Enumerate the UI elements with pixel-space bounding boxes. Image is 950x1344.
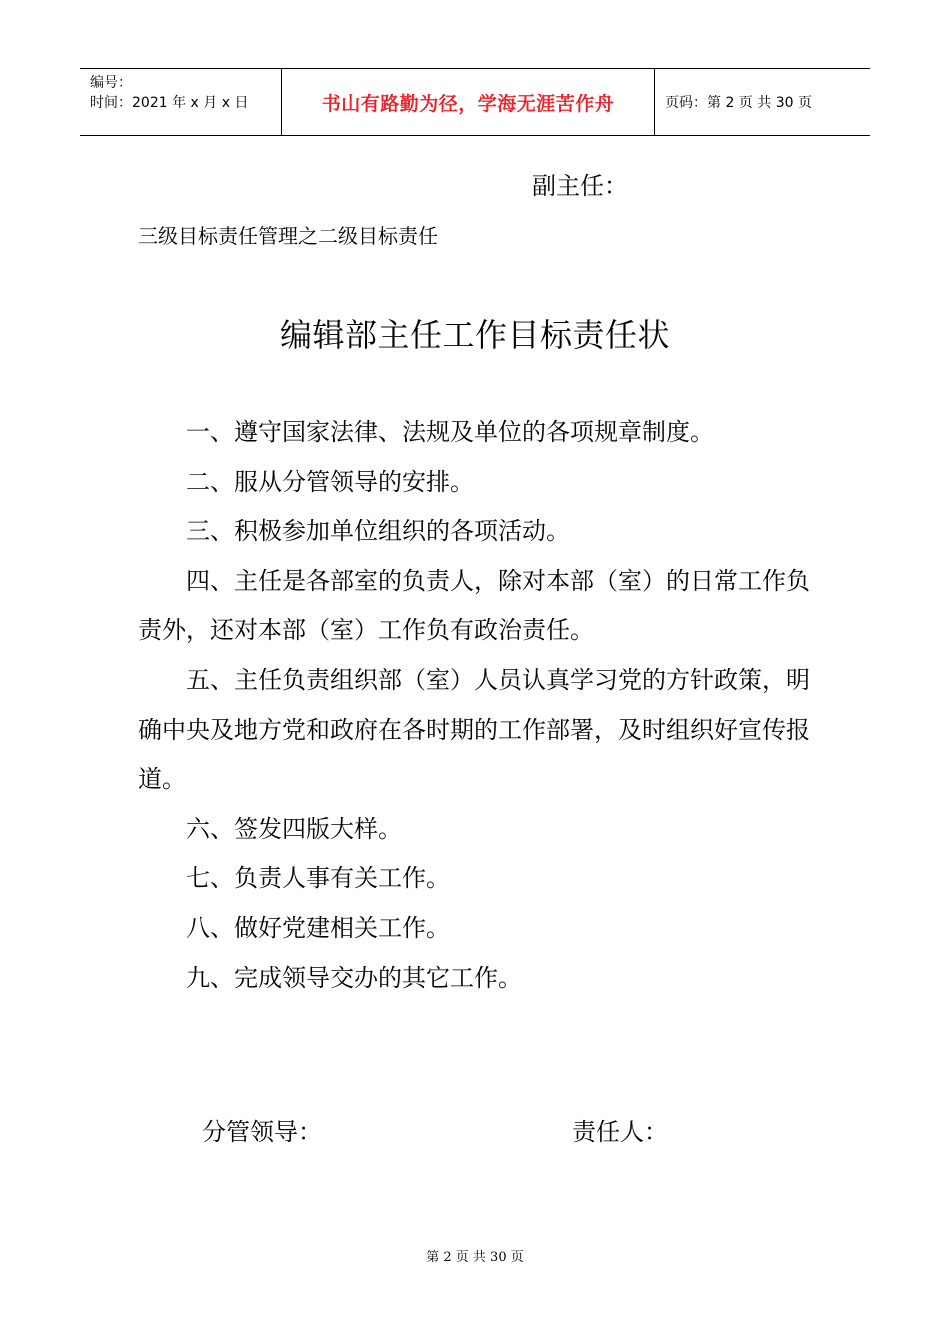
deputy-director-signature-label: 副主任： — [532, 172, 628, 200]
responsibility-list — [138, 408, 828, 1003]
document-subtitle: 三级目标责任管理之二级目标责任 — [138, 224, 438, 248]
document-title: 编辑部主任工作目标责任状 — [279, 316, 670, 354]
list-item: 四、主任是各部室的负责人，除对本部（室）的日常工作负责外，还对本部（室）工作负有政治责任。 — [138, 566, 810, 645]
document-header — [80, 68, 870, 136]
list-item: 九、完成领导交办的其它工作。 — [186, 963, 522, 992]
list-item: 一、遵守国家法律、法规及单位的各项规章制度。 — [186, 418, 714, 446]
document-date-label: 时间：2021 年 x 月 x 日 — [90, 95, 249, 111]
list-item: 二、服从分管领导的安排。 — [186, 467, 474, 496]
responsible-person-signature-label: 责任人： — [572, 1118, 668, 1146]
list-item: 八、做好党建相关工作。 — [186, 913, 450, 942]
list-item: 六、签发四版大样。 — [186, 814, 402, 843]
supervising-leader-signature-label: 分管领导： — [202, 1118, 322, 1146]
list-item: 三、积极参加单位组织的各项活动。 — [186, 517, 570, 546]
list-item: 七、负责人事有关工作。 — [186, 864, 450, 893]
list-item: 五、主任负责组织部（室）人员认真学习党的方针政策，明确中央及地方党和政府在各时期的工作部署，及时组织好宣传报道。 — [138, 665, 810, 794]
header-page-number: 页码：第 2 页 共 30 页 — [665, 95, 812, 111]
page-footer: 第 2 页 共 30 页 — [426, 1250, 524, 1265]
document-number-label: 编号： — [90, 75, 132, 91]
header-meta-cell — [80, 69, 282, 135]
header-motto: 书山有路勤为径，学海无涯苦作舟 — [282, 69, 655, 135]
